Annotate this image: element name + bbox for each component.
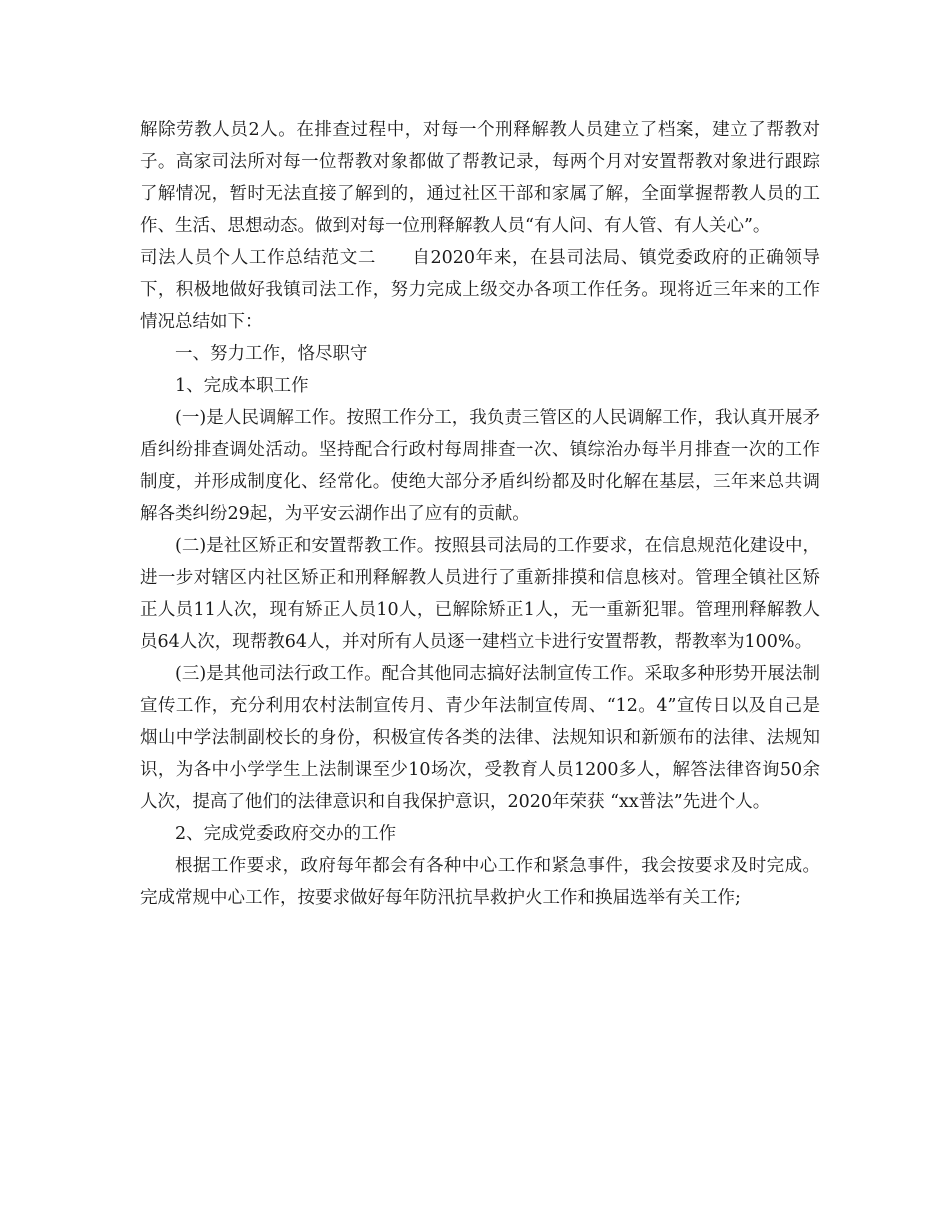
document-body bbox=[140, 114, 820, 914]
paragraph-mediation: (一)是人民调解工作。按照工作分工，我负责三管区的人民调解工作，我认真开展矛盾纠纷排查调处活动。坚持配合行政村每周排查一次、镇综治办每半月排查一次的工作制度，并形成制度化、经常化。使绝大部分矛盾纠纷都及时化解在基层，三年来总共调解各类纠纷29起，为平安云湖作出了应有的贡献。 bbox=[140, 408, 820, 524]
paragraph-correction: (二)是社区矫正和安置帮教工作。按照县司法局的工作要求，在信息规范化建设中，进一步对辖区内社区矫正和刑释解教人员进行了重新排摸和信息核对。管理全镇社区矫正人员11人次，现有矫正人员10人，已解除矫正1人，无一重新犯罪。管理刑释解教人员64人次，现帮教64人，并对所有人员逐一建档立卡进行安置帮教，帮教率为100%。 bbox=[140, 536, 820, 652]
paragraph-2: 司法人员个人工作总结范文二 自2020年来，在县司法局、镇党委政府的正确领导下，积极地做好我镇司法工作，努力完成上级交办各项工作任务。现将近三年来的工作情况总结如下： bbox=[140, 248, 820, 332]
paragraph-assigned-work: 根据工作要求，政府每年都会有各种中心工作和紧急事件，我会按要求及时完成。完成常规中心工作，按要求做好每年防汛抗旱救护火工作和换届选举有关工作; bbox=[140, 856, 820, 908]
section-heading-1: 一、努力工作，恪尽职守 bbox=[175, 344, 368, 364]
subsection-heading-2: 2、完成党委政府交办的工作 bbox=[175, 824, 397, 844]
paragraph-1: 解除劳教人员2人。在排查过程中，对每一个刑释解教人员建立了档案，建立了帮教对子。高家司法所对每一位帮教对象都做了帮教记录，每两个月对安置帮教对象进行跟踪了解情况，暂时无法直接了解到的，通过社区干部和家属了解，全面掌握帮教人员的工作、生活、思想动态。做到对每一位刑释解教人员“有人问、有人管、有人关心”。 bbox=[140, 120, 820, 236]
subsection-heading-1: 1、完成本职工作 bbox=[175, 376, 309, 396]
paragraph-other-work: (三)是其他司法行政工作。配合其他同志搞好法制宣传工作。采取多种形势开展法制宣传工作，充分利用农村法制宣传月、青少年法制宣传周、“12。4”宣传日以及自己是烟山中学法制副校长的身份，积极宣传各类的法律、法规知识和新颁布的法律、法规知识，为各中小学学生上法制课至少10场次，受教育人员1200多人，解答法律咨询50余人次，提高了他们的法律意识和自我保护意识，2020年荣获 “xx普法”先进个人。 bbox=[140, 664, 820, 812]
